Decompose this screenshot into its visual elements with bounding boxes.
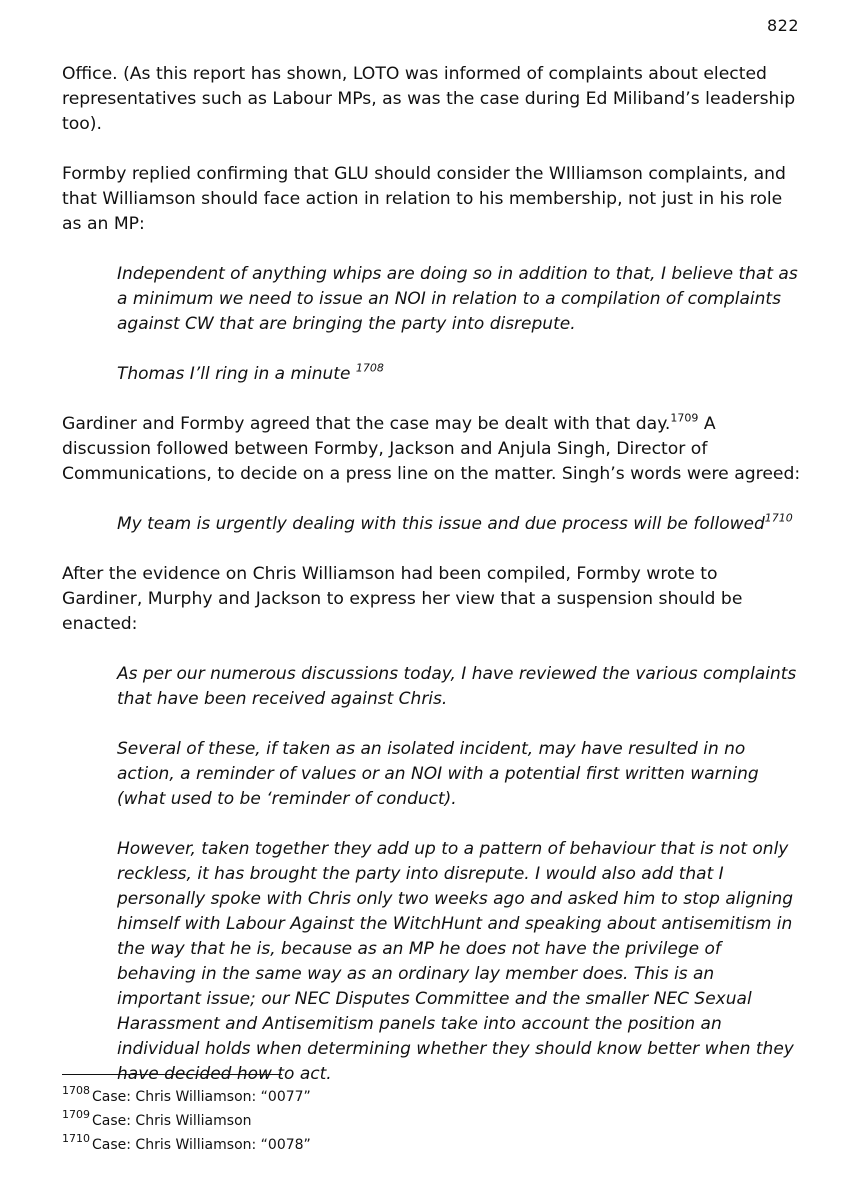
footnote-number: 1710 — [62, 1132, 90, 1146]
paragraph-loto-complaints: Office. (As this report has shown, LOTO was informed of complaints about elected representatives such as Labour MPs, as was the case during Ed Miliband’s leadership too). — [62, 64, 796, 134]
quote-thomas-ring — [117, 362, 802, 387]
quote-due-process-text: My team is urgently dealing with this issue and due process will be followed — [117, 514, 765, 534]
footnote-ref-1708[interactable]: 1708 — [355, 361, 384, 375]
footnote-number: 1708 — [62, 1084, 90, 1098]
footnote-item — [62, 1133, 802, 1157]
footnote-text: Case: Chris Williamson: “0077” — [92, 1089, 311, 1105]
page-body — [62, 62, 802, 1112]
footnote-ref-1710[interactable]: 1710 — [764, 511, 793, 525]
footnote-text: Case: Chris Williamson: “0078” — [92, 1137, 311, 1153]
paragraph-press-line-tail: A discussion followed between Formby, Jackson and Anjula Singh, Director of Communications, to decide on a press line on the matter. Singh’s words were agreed: — [62, 414, 801, 484]
page-number: 822 — [766, 16, 799, 35]
footnote-ref-1709[interactable]: 1709 — [670, 411, 699, 425]
footnote-text: Case: Chris Williamson — [92, 1113, 252, 1129]
quote-isolated-incident: Several of these, if taken as an isolated incident, may have resulted in no action, a reminder of values or an NOI with a potential first written warning (what used to be ‘reminder of conduct). — [117, 739, 759, 809]
footnote-divider — [62, 1074, 282, 1075]
quote-due-process — [117, 512, 802, 537]
paragraph-press-line-text: Gardiner and Formby agreed that the case may be dealt with that day. — [62, 414, 671, 434]
footnotes — [62, 1085, 802, 1157]
quote-reviewed-complaints: As per our numerous discussions today, I have reviewed the various complaints that have been received against Chris. — [117, 664, 797, 709]
footnote-item — [62, 1109, 802, 1133]
paragraph-formby-reply: Formby replied confirming that GLU should consider the WIlliamson complaints, and that Williamson should face action in relation to his membership, not just in his role as an MP: — [62, 164, 786, 234]
quote-pattern-of-behaviour: However, taken together they add up to a pattern of behaviour that is not only reckless, it has brought the party into disrepute. I would also add that I personally spoke with Chris only two weeks ago and asked him to stop aligning himself with Labour Against the WitchHunt and speaking about antisemitism in the way that he is, because as an MP he does not have the privilege of behaving in the same way as an ordinary lay member does. This is an important issue; our NEC Disputes Committee and the smaller NEC Sexual Harassment and Antisemitism panels take into account the position an individual holds when determining whether they should know better when they have decided how to act. — [117, 839, 794, 1084]
paragraph-press-line — [62, 412, 802, 487]
paragraph-suspension-view: After the evidence on Chris Williamson had been compiled, Formby wrote to Gardiner, Murphy and Jackson to express her view that a suspension should be enacted: — [62, 564, 743, 634]
quote-thomas-ring-text: Thomas I’ll ring in a minute — [117, 364, 351, 384]
footnote-number: 1709 — [62, 1108, 90, 1122]
quote-noi-compilation: Independent of anything whips are doing so in addition to that, I believe that as a minimum we need to issue an NOI in relation to a compilation of complaints against CW that are bringing the party into disrepute. — [117, 264, 798, 334]
footnote-item — [62, 1085, 802, 1109]
